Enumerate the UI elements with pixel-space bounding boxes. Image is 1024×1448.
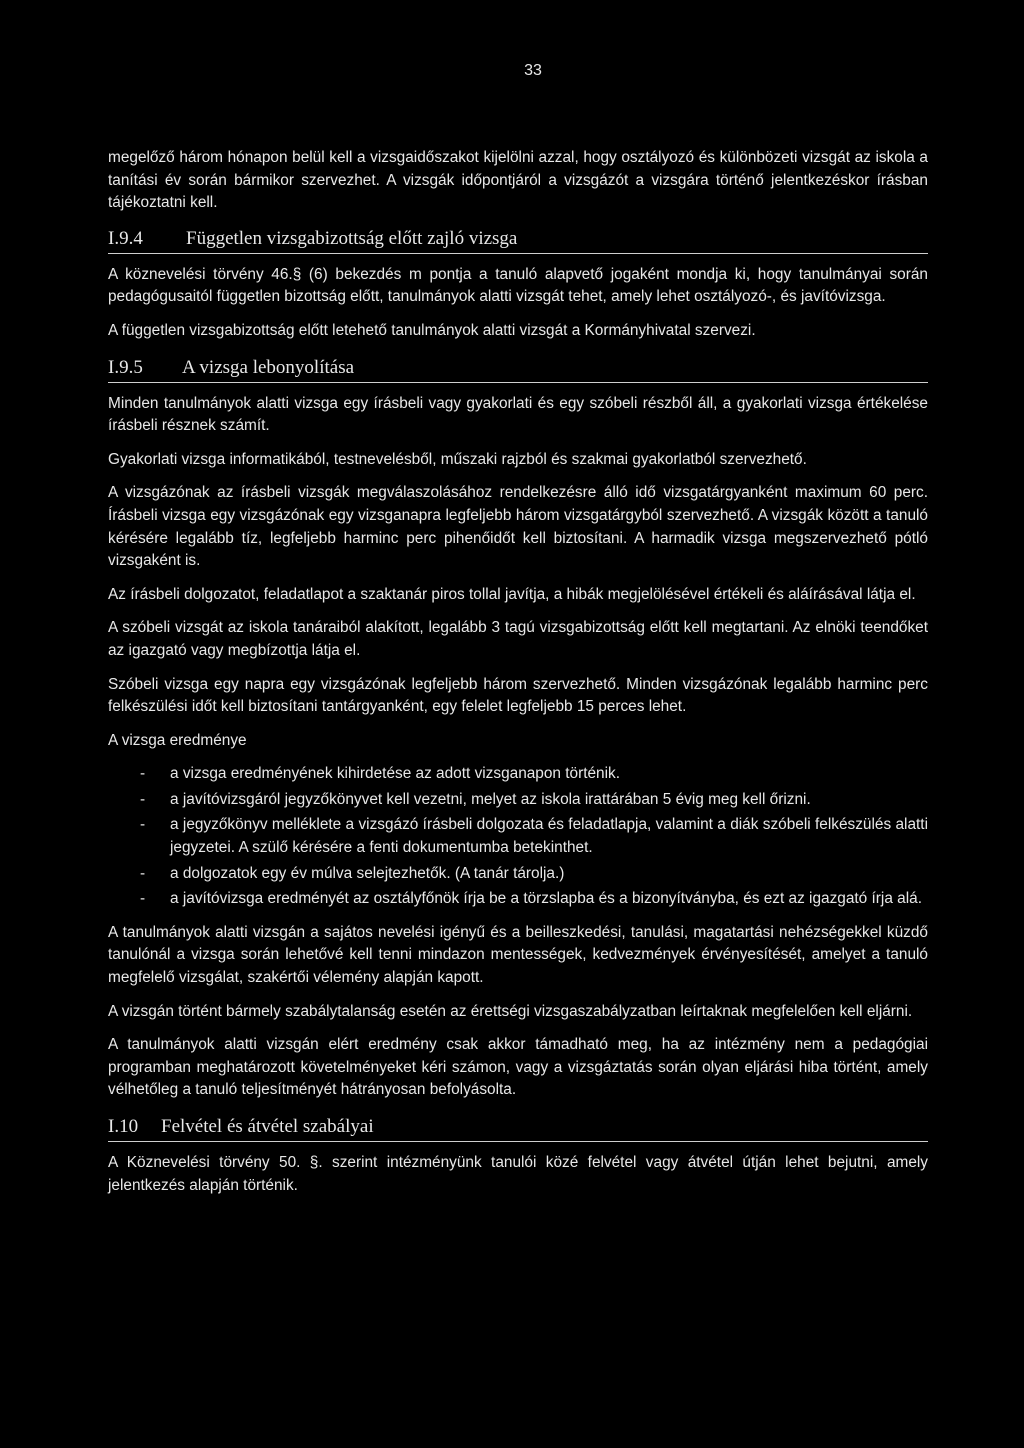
list-item: - a dolgozatok egy év múlva selejtezhetők. (A tanár tárolja.) [108, 863, 928, 886]
paragraph: A vizsgán történt bármely szabálytalanság esetén az érettségi vizsgaszabályzatban leírtaknak megfelelően kell eljárni. [108, 1002, 913, 1020]
paragraph: A Köznevelési törvény 50. §. szerint intézményünk tanulói közé felvétel vagy átvétel útján lehet bejutni, amely jelentkezés alapján történik. [108, 1154, 928, 1194]
paragraph: A független vizsgabizottság előtt letehető tanulmányok alatti vizsgát a Kormányhivatal szervezi. [108, 321, 756, 339]
paragraph: Gyakorlati vizsga informatikából, testnevelésből, műszaki rajzból és szakmai gyakorlatból szervezhető. [108, 450, 807, 468]
page-number: 33 [524, 62, 542, 79]
paragraph: A köznevelési törvény 46.§ (6) bekezdés m pontja a tanuló alapvető jogaként mondja ki, hogy tanulmányai során pedagógusaitól független bizottság előtt, tanulmányok alatti vizsgát tehet, amely lehet osztályozó-, és javítóvizsga. [108, 265, 928, 306]
section-number: I.10 [108, 1116, 139, 1137]
paragraph: A szóbeli vizsgát az iskola tanáraiból alakított, legalább 3 tagú vizsgabizottság előtt kell megtartani. Az elnöki teendőket az igazgató vagy megbízottja látja el. [108, 619, 928, 659]
list-item: - a javítóvizsgáról jegyzőkönyvet kell vezetni, melyet az iskola irattárában 5 évig meg kell őrizni. [108, 789, 928, 812]
paragraph: Minden tanulmányok alatti vizsga egy írásbeli vagy gyakorlati és egy szóbeli részből áll, a gyakorlati vizsga értékelése írásbeli résznek számít. [108, 394, 928, 435]
list-heading: A vizsga eredménye [108, 731, 247, 749]
list-item: - a vizsga eredményének kihirdetése az adott vizsganapon történik. [108, 763, 928, 786]
section-number: I.9.5 [108, 356, 143, 378]
document-body [108, 147, 928, 1208]
exam-result-list [108, 763, 928, 911]
section-heading-i95 [108, 357, 928, 383]
section-number: I.9.4 [108, 227, 143, 249]
section-title: A vizsga lebonyolítása [182, 356, 355, 378]
paragraph: A tanulmányok alatti vizsgán elért eredmény csak akkor támadható meg, ha az intézmény nem a pedagógiai programban meghatározott követelményeket kéri számon, vagy a vizsgáztatás során olyan eljárási hiba történt, amely vélhetőleg a tanuló teljesítményét hátrányosan befolyásolta. [108, 1036, 928, 1099]
section-title: Felvétel és átvétel szabályai [161, 1116, 374, 1137]
section-heading-i10 [108, 1116, 928, 1142]
paragraph: Az írásbeli dolgozatot, feladatlapot a szaktanár piros tollal javítja, a hibák megjelölésével értékeli és aláírásával látja el. [108, 585, 916, 603]
section-title: Független vizsgabizottság előtt zajló vizsga [186, 227, 518, 249]
paragraph: A tanulmányok alatti vizsgán a sajátos nevelési igényű és a beilleszkedési, tanulási, magatartási nehézségekkel küzdő tanulónál a vizsga során lehetővé kell tenni mindazon mentességek, kedvezmények érvényesítését, amelyet a tanuló megfelelő vizsgálat, szakértői vélemény alapján kapott. [108, 923, 928, 987]
paragraph: A vizsgázónak az írásbeli vizsgák megválaszolásához rendelkezésre álló idő vizsgatárgyanként maximum 60 perc. Írásbeli vizsga egy vizsgázónak egy vizsganapra legfeljebb három vizsgatárgyból szervezhető. A vizsgák között a tanuló kérésére legalább tíz, legfeljebb harminc perc pihenőidőt kell biztosítani. A harmadik vizsga megszervezhető pótló vizsgaként is. [108, 484, 928, 570]
list-item: - a jegyzőkönyv melléklete a vizsgázó írásbeli dolgozata és feladatlapja, valamint a diák szóbeli felkészülés alatti jegyzetei. A szülő kérésére a fenti dokumentumba betekinthet. [108, 814, 928, 859]
section-heading-i94 [108, 228, 928, 254]
list-item: - a javítóvizsga eredményét az osztályfőnök írja be a törzslapba és a bizonyítványba, és ezt az igazgató írja alá. [108, 888, 928, 911]
intro-paragraph: megelőző három hónapon belül kell a vizsgaidőszakot kijelölni azzal, hogy osztályozó és különbözeti vizsgát az iskola a tanítási év során bármikor szervezhet. A vizsgák időpontjáról a vizsgázót a vizsgára történő jelentkezéskor írásban tájékoztatni kell. [108, 149, 928, 212]
paragraph: Szóbeli vizsga egy napra egy vizsgázónak legfeljebb három szervezhető. Minden vizsgázónak legalább harminc perc felkészülési időt kell biztosítani tantárgyanként, egy felelet legfeljebb 15 perces lehet. [108, 675, 928, 716]
